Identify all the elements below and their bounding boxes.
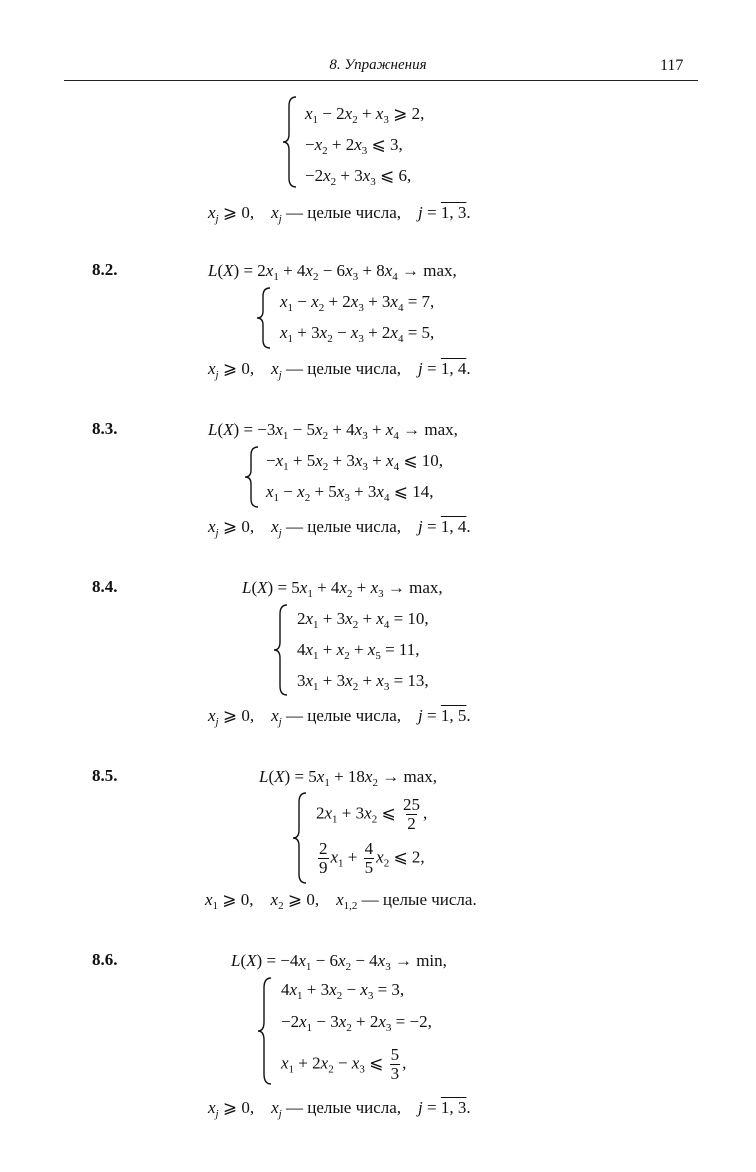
fraction: $\frac{4}{5}$ (364, 839, 374, 877)
objective-function: $L(X) = -4x_1 - 6x_2 - 4x_3 \to \min$, (231, 951, 447, 973)
integer-condition: $x_j$ ⩾ 0, $x_j$ — целые числа, j = 1, 4. (208, 359, 471, 381)
constraint-line: $3x_1 + 3x_2 + x_3 = 13$, (297, 671, 429, 693)
constraint-line: $x_1 - x_2 + 2x_3 + 3x_4 = 7$, (280, 292, 435, 314)
system-brace (256, 287, 272, 349)
constraint-line: $2x_1 + 3x_2 + x_4 = 10$, (297, 609, 429, 631)
exercise-number: 8.4. (92, 577, 118, 596)
fraction: $\frac{25}{2}$ (402, 795, 420, 833)
page-number: 117 (660, 57, 684, 74)
integer-condition: $x_j$ ⩾ 0, $x_j$ — целые числа, j = 1, 3. (208, 203, 471, 225)
integer-condition: $x_j$ ⩾ 0, $x_j$ — целые числа, j = 1, 3. (208, 1098, 471, 1120)
exercise-number: 8.2. (92, 260, 118, 279)
constraint-line: $-2x_1 - 3x_2 + 2x_3 = -2$, (281, 1012, 432, 1034)
header-rule (64, 80, 698, 81)
constraint-line: $-x_1 + 5x_2 + 3x_3 + x_4$ ⩽ 10, (266, 451, 444, 473)
system-brace (244, 446, 260, 508)
system-brace (282, 96, 298, 188)
objective-function: $L(X) = 5x_1 + 4x_2 + x_3 \to \max$, (242, 578, 443, 600)
objective-function: $L(X) = 2x_1 + 4x_2 - 6x_3 + 8x_4 \to \max$, (208, 261, 457, 283)
running-header-title: 8. Упражнения (329, 57, 427, 73)
constraint-line: $4x_1 + 3x_2 - x_3 = 3$, (281, 980, 405, 1002)
constraint-line: $x_1 + 2x_2 - x_3$ ⩽ $\frac{5}{3}$ , (281, 1045, 407, 1083)
constraint-line: $4x_1 + x_2 + x_5 = 11$, (297, 640, 420, 662)
fraction: $\frac{5}{3}$ (390, 1045, 400, 1083)
objective-function: $L(X) = 5x_1 + 18x_2 \to \max$, (259, 767, 437, 789)
constraint-line: $\frac{2}{9}$ $x_1$ + $\frac{4}{5}$ $x_2$ ⩽ 2, (319, 839, 425, 877)
constraint-line: $-2x_2 + 3x_3$ ⩽ 6, (305, 166, 412, 188)
system-brace (273, 604, 289, 696)
system-brace (292, 792, 308, 884)
system-brace (257, 977, 273, 1085)
exercise-number: 8.6. (92, 950, 118, 969)
integer-condition: $x_j$ ⩾ 0, $x_j$ — целые числа, j = 1, 4. (208, 517, 471, 539)
constraint-line: $x_1 + 3x_2 - x_3 + 2x_4 = 5$, (280, 323, 435, 345)
constraint-line: $2x_1 + 3x_2$ ⩽ $\frac{25}{2}$ , (316, 795, 428, 833)
constraint-line: $x_1 - 2x_2 + x_3$ ⩾ 2, (305, 104, 425, 126)
constraint-line: $-x_2 + 2x_3$ ⩽ 3, (305, 135, 403, 157)
integer-condition: $x_1$ ⩾ 0, $x_2$ ⩾ 0, $x_{1,2}$ — целые числа. (205, 890, 477, 912)
objective-function: $L(X) = -3x_1 - 5x_2 + 4x_3 + x_4 \to \max$, (208, 420, 458, 442)
exercise-number: 8.5. (92, 766, 118, 785)
fraction: $\frac{2}{9}$ (319, 839, 328, 877)
constraint-line: $x_1 - x_2 + 5x_3 + 3x_4$ ⩽ 14, (266, 482, 434, 504)
integer-condition: $x_j$ ⩾ 0, $x_j$ — целые числа, j = 1, 5. (208, 706, 471, 728)
exercise-number: 8.3. (92, 419, 118, 438)
